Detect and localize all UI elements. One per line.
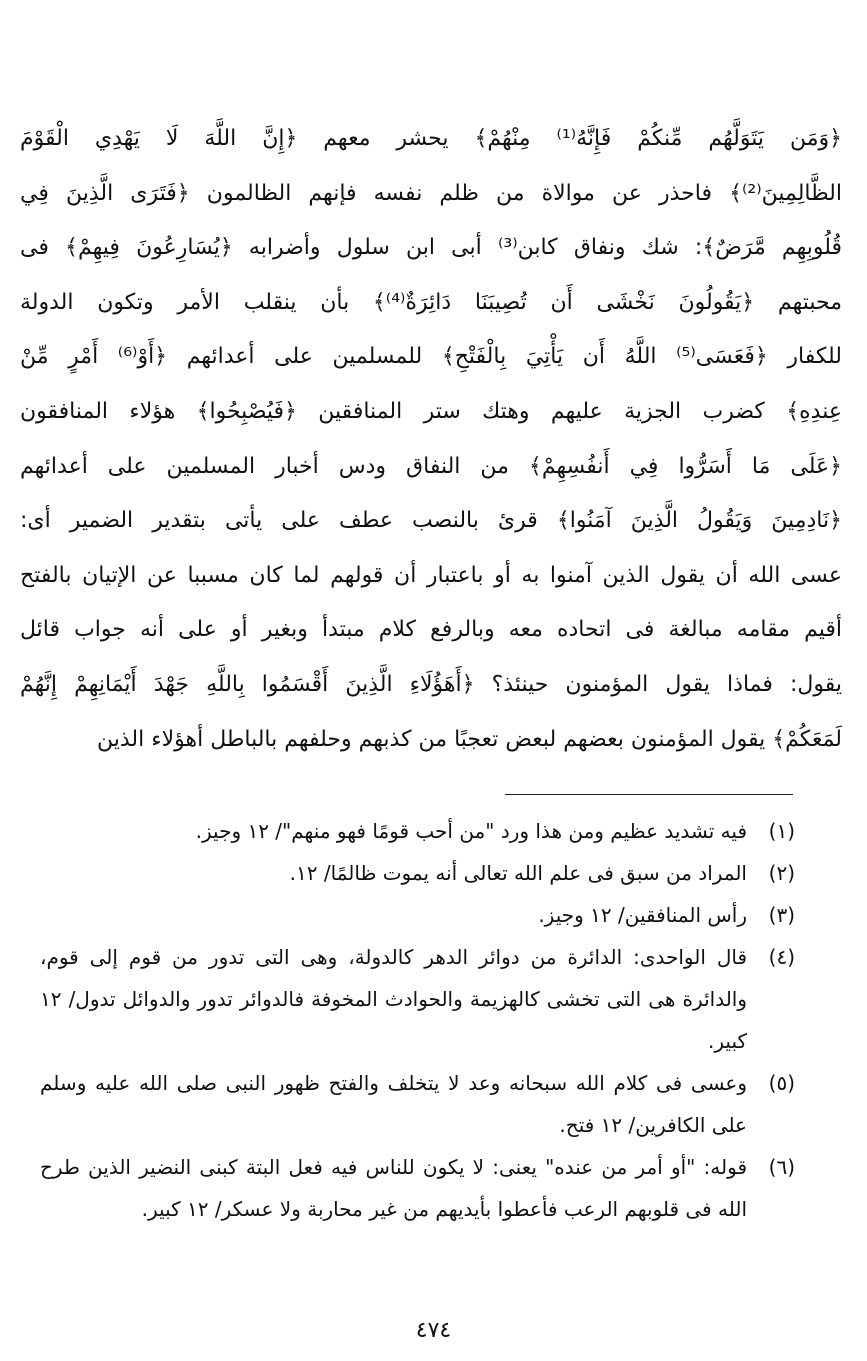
footnote-number: (٥) bbox=[768, 1071, 795, 1095]
page-number: ٤٧٤ bbox=[415, 1318, 452, 1343]
footnotes bbox=[40, 810, 795, 1230]
footnote-text: رأس المنافقين/ ١٢ وجيز. bbox=[538, 903, 747, 927]
footnote-text: قال الواحدى: الدائرة من دوائر الدهر كالدولة، وهى التى تدور من قوم إلى قوم، والدائرة هى التى تخشى كالهزيمة والحوادث المخوفة فالدوائر تدور والدوائل تدول/ ١٢ كبير. bbox=[40, 945, 747, 1053]
footnote bbox=[40, 936, 795, 1062]
text-line: ﴿عَلَى مَا أَسَرُّوا فِي أَنفُسِهِمْ﴾ من النفاق ودس أخبار المسلمين على أعدائهم bbox=[20, 453, 842, 479]
text-line: عسى الله أن يقول الذين آمنوا به أو باعتبار أن قولهم لما كان مسببا عن الإتيان بالفتح bbox=[20, 562, 842, 588]
footnote bbox=[40, 810, 795, 852]
footnote bbox=[40, 894, 795, 936]
footnote bbox=[40, 1146, 795, 1230]
text-line: ﴿نَادِمِينَ وَيَقُولُ الَّذِينَ آمَنُوا﴾ قرئ بالنصب عطف على يأتى بتقدير الضمير أى: bbox=[20, 508, 842, 534]
footnote-number: (١) bbox=[768, 819, 795, 843]
text-line: ﴿وَمَن يَتَوَلَّهُم مِّنكُمْ فَإِنَّهُ⁽¹⁾ مِنْهُمْ﴾ يحشر معهم ﴿إِنَّ اللَّهَ لَا يَهْدِي الْقَوْمَ bbox=[20, 126, 842, 151]
text-line: قُلُوبِهِم مَّرَضٌ﴾: شك ونفاق كابن⁽³⁾ أبى ابن سلول وأضرابه ﴿يُسَارِعُونَ فِيهِمْ﴾ فى bbox=[20, 235, 842, 261]
text-line: للكفار ﴿فَعَسَى⁽⁵⁾ اللَّهُ أَن يَأْتِيَ بِالْفَتْحِ﴾ للمسلمين على أعدائهم ﴿أَوْ⁽⁶⁾ أَمْرٍ مِّنْ bbox=[20, 344, 842, 370]
footnote bbox=[40, 1062, 795, 1146]
footnote-text: المراد من سبق فى علم الله تعالى أنه يموت ظالمًا/ ١٢. bbox=[289, 861, 747, 885]
text-line: الظَّالِمِينَ⁽²⁾﴾ فاحذر عن موالاة من ظلم نفسه فإنهم الظالمون ﴿فَتَرَى الَّذِينَ فِي bbox=[20, 180, 842, 206]
text-line: يقول: فماذا يقول المؤمنون حينئذ؟ ﴿أَهَؤُلَاءِ الَّذِينَ أَقْسَمُوا بِاللَّهِ جَهْدَ أَيْمَانِهِمْ إِنَّهُمْ bbox=[20, 671, 842, 697]
footnote-number: (٣) bbox=[768, 903, 795, 927]
footnote-number: (٢) bbox=[768, 861, 795, 885]
text-line: أقيم مقامه مبالغة فى اتحاده معه وبالرفع كلام مبتدأ وبغير أو على أنه جواب قائل bbox=[20, 617, 842, 643]
footnote-number: (٤) bbox=[768, 945, 795, 969]
footnote-separator bbox=[505, 794, 793, 795]
footnote-text: وعسى فى كلام الله سبحانه وعد لا يتخلف والفتح ظهور النبى صلى الله عليه وسلم على الكافرين/ ١٢ فتح. bbox=[40, 1071, 747, 1137]
text-line: محبتهم ﴿يَقُولُونَ نَخْشَى أَن تُصِيبَنَا دَائِرَةٌ⁽⁴⁾﴾ بأن ينقلب الأمر وتكون الدولة bbox=[20, 289, 842, 315]
main-text bbox=[20, 112, 842, 767]
footnote-text: فيه تشديد عظيم ومن هذا ورد "من أحب قومًا فهو منهم"/ ١٢ وجيز. bbox=[195, 819, 747, 843]
footnote bbox=[40, 852, 795, 894]
footnote-text: قوله: "أو أمر من عنده" يعنى: لا يكون للناس فيه فعل البتة كبنى النضير الذين طرح الله فى قلوبهم الرعب فأعطوا بأيديهم من غير محاربة ولا عسكر/ ١٢ كبير. bbox=[40, 1155, 747, 1221]
text-line: عِندِهِ﴾ كضرب الجزية عليهم وهتك ستر المنافقين ﴿فَيُصْبِحُوا﴾ هؤلاء المنافقون bbox=[20, 398, 842, 424]
footnote-number: (٦) bbox=[768, 1155, 795, 1179]
text-line: لَمَعَكُمْ﴾ يقول المؤمنون بعضهم لبعض تعجبًا من كذبهم وحلفهم بالباطل أهؤلاء الذين bbox=[97, 726, 842, 752]
